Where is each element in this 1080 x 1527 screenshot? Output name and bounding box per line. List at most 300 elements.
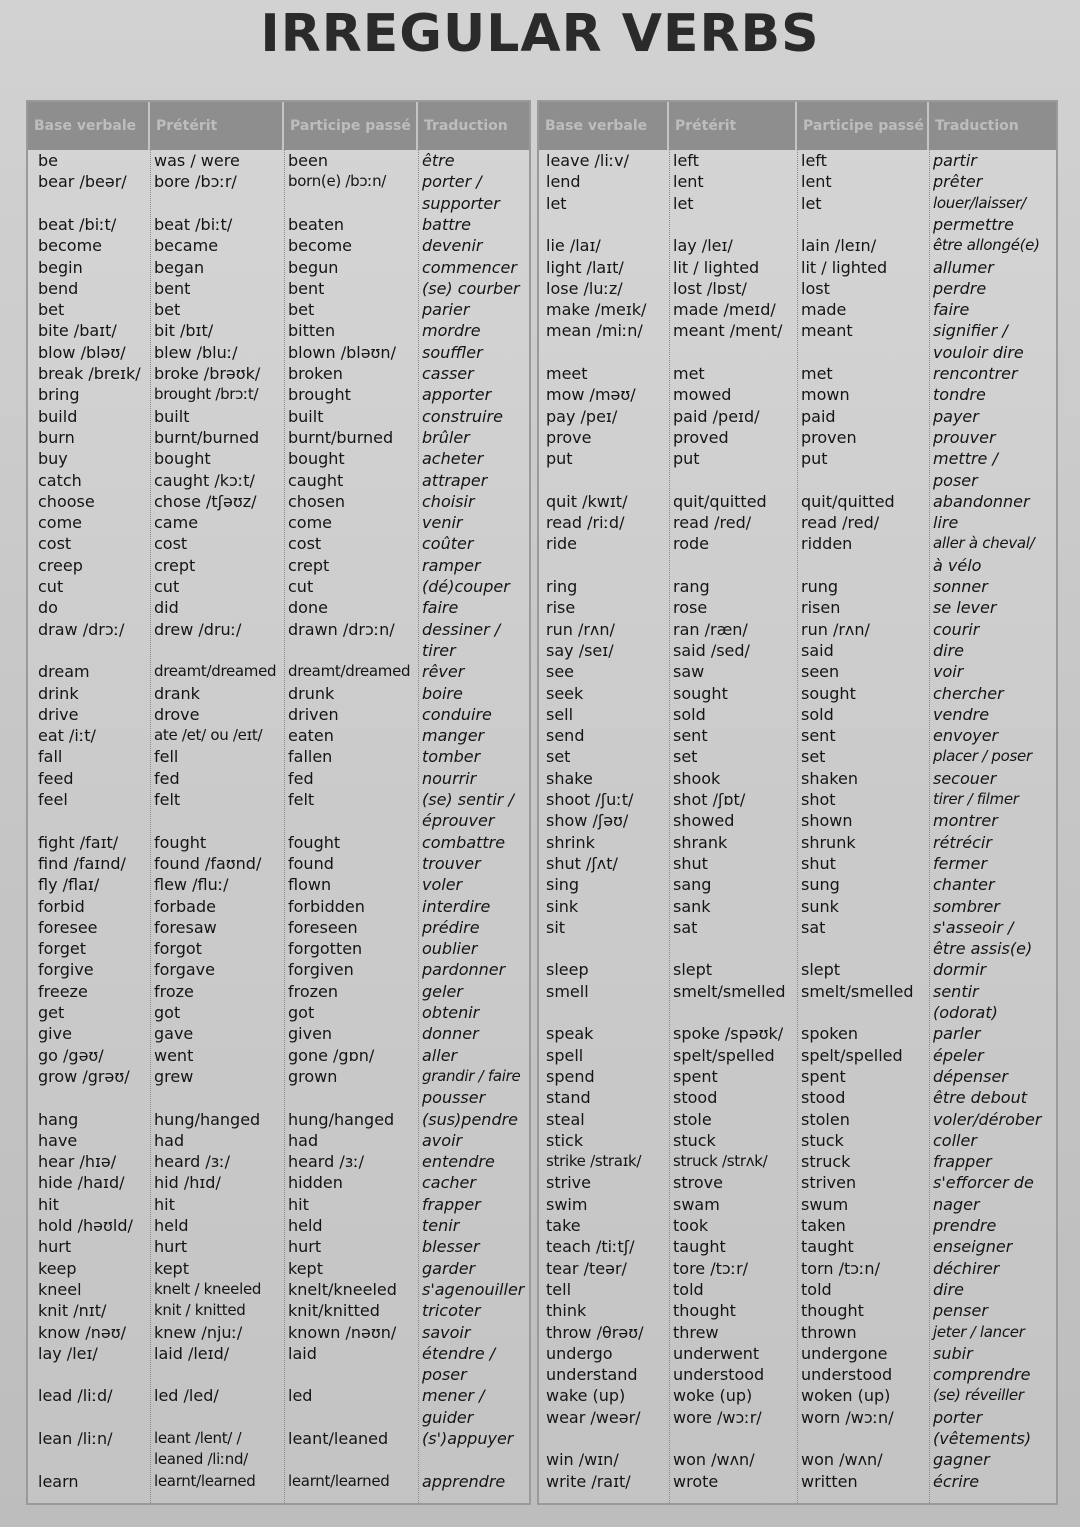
table-row [28, 150, 529, 171]
verb-participle: broken [288, 364, 343, 383]
verb-translation: perdre [933, 278, 987, 298]
table-row [28, 619, 529, 640]
table-row [539, 683, 1056, 704]
verb-base: prove [546, 427, 592, 447]
verb-translation: allumer [933, 257, 994, 277]
table-row [28, 1279, 529, 1300]
verb-participle: bought [288, 449, 345, 469]
verb-translation: savoir [422, 1322, 471, 1342]
verb-preterit: heard /ɜː/ [154, 1152, 231, 1172]
verb-base: find /faɪnd/ [38, 853, 126, 873]
verb-preterit: saw [673, 662, 705, 682]
verb-translation: pardonner [422, 960, 506, 980]
table-row [28, 1322, 529, 1343]
verb-participle: let [801, 193, 822, 213]
verb-translation: aller à cheval/ [933, 534, 1035, 553]
verb-translation: tondre [933, 385, 986, 405]
table-row [28, 1109, 529, 1130]
table-row [539, 342, 1056, 363]
verb-preterit: dreamt/dreamed [154, 662, 277, 681]
verb-participle: made [801, 300, 847, 320]
verb-preterit: taught [673, 1237, 726, 1257]
verb-preterit: proved [673, 427, 729, 447]
verb-translation: permettre [933, 214, 1014, 234]
verb-translation: (sus)pendre [422, 1109, 519, 1129]
verb-translation: mettre / [933, 449, 998, 469]
verb-participle: spelt/spelled [801, 1045, 903, 1065]
verb-participle: knit/knitted [288, 1301, 380, 1321]
table-row [539, 789, 1056, 810]
verb-base: win /wɪn/ [546, 1450, 619, 1470]
verb-participle: had [288, 1130, 319, 1150]
verb-base: blow /bləʊ/ [38, 342, 126, 362]
verb-participle: swum [801, 1194, 849, 1214]
verb-participle: bitten [288, 321, 336, 341]
verb-translation: manger [422, 726, 485, 746]
verb-translation: poser [422, 1365, 467, 1385]
verb-base: light /laɪt/ [546, 257, 624, 277]
verb-translation: à vélo [933, 555, 982, 575]
table-row [28, 406, 529, 427]
verb-base: pay /peɪ/ [546, 406, 618, 426]
table-row [28, 810, 529, 831]
table-row [28, 746, 529, 767]
verb-preterit: lit / lighted [673, 257, 760, 277]
verb-participle: lain /leɪn/ [801, 236, 877, 256]
verb-participle: shut [801, 853, 836, 873]
verb-participle: heard /ɜː/ [288, 1152, 365, 1172]
verb-preterit: held [154, 1216, 189, 1235]
verb-preterit: lost /lɒst/ [673, 278, 747, 298]
verb-participle: been [288, 151, 328, 170]
verb-participle: stuck [801, 1130, 844, 1150]
verb-participle: shrunk [801, 832, 856, 852]
verb-base: wake (up) [546, 1386, 626, 1406]
table-row [539, 533, 1056, 554]
verb-participle: struck [801, 1152, 851, 1172]
verb-preterit: was / were [154, 151, 240, 170]
verb-participle: cost [288, 534, 322, 554]
verb-translation: ramper [422, 555, 481, 575]
verb-base: ring [546, 577, 578, 596]
verb-base: sell [546, 704, 574, 724]
verb-participle: drunk [288, 683, 335, 703]
verb-participle: driven [288, 704, 339, 724]
verb-base: dream [38, 662, 90, 682]
table-row [539, 874, 1056, 895]
verb-participle: put [801, 449, 828, 469]
table-row [28, 1385, 529, 1406]
verb-translation: interdire [422, 896, 491, 916]
verb-translation: tenir [422, 1216, 460, 1235]
verb-translation: subir [933, 1343, 973, 1363]
verb-translation: apprendre [422, 1471, 506, 1491]
verb-base: break /breɪk/ [38, 364, 141, 383]
verb-participle: hurt [288, 1237, 322, 1257]
verb-participle: rung [801, 577, 839, 596]
verb-translation: vendre [933, 704, 990, 724]
verb-translation: tomber [422, 747, 481, 767]
verb-translation: tirer / filmer [933, 790, 1019, 808]
verb-participle: fought [288, 832, 341, 852]
table-row [539, 427, 1056, 448]
verb-participle: eaten [288, 726, 334, 746]
verb-translation: casser [422, 364, 474, 383]
table-row [539, 1045, 1056, 1066]
table-row [539, 1471, 1056, 1492]
verb-translation: venir [422, 513, 463, 533]
verb-participle: slept [801, 960, 841, 980]
table-row [539, 1172, 1056, 1193]
verb-participle: run /rʌn/ [801, 619, 870, 639]
table-row [539, 1109, 1056, 1130]
verb-participle: spoken [801, 1024, 858, 1044]
verb-preterit: kept [154, 1258, 189, 1278]
verb-preterit: sang [673, 875, 712, 895]
verb-participle: risen [801, 598, 841, 618]
verb-translation: envoyer [933, 726, 999, 746]
verb-preterit: lent [673, 172, 704, 192]
verb-participle: sought [801, 683, 856, 703]
verb-preterit: rang [673, 577, 710, 596]
verb-translation: s'agenouiller [422, 1279, 525, 1299]
page-title: IRREGULAR VERBS [260, 4, 820, 64]
verb-preterit: won /wʌn/ [673, 1450, 755, 1470]
table-row [539, 1087, 1056, 1108]
verb-preterit: met [673, 364, 705, 383]
table-row [539, 491, 1056, 512]
verb-translation: (odorat) [933, 1003, 998, 1022]
verb-preterit: bent [154, 278, 191, 298]
verb-base: set [546, 747, 571, 767]
verb-participle: worn /wɔːn/ [801, 1407, 894, 1427]
verb-preterit: woke (up) [673, 1386, 753, 1406]
verb-base: understand [546, 1365, 638, 1385]
verb-translation: partir [933, 151, 977, 170]
table-row [539, 896, 1056, 917]
table-row [28, 470, 529, 491]
verb-translation: devenir [422, 236, 483, 256]
table-row [28, 1172, 529, 1193]
verb-participle: caught [288, 470, 344, 490]
verb-translation: choisir [422, 491, 475, 511]
table-row [28, 1215, 529, 1236]
verb-base: bear /beər/ [38, 172, 127, 192]
verb-translation: éprouver [422, 811, 495, 831]
verb-translation: prêter [933, 172, 983, 192]
verb-preterit: tore /tɔːr/ [673, 1258, 749, 1278]
table-row [539, 832, 1056, 853]
verb-translation: tirer [422, 640, 456, 660]
verb-base: hit [38, 1194, 59, 1214]
verb-base: fly /flaɪ/ [38, 875, 100, 895]
verb-preterit: shrank [673, 832, 728, 852]
verb-preterit: set [673, 747, 698, 767]
verb-preterit: felt [154, 790, 181, 809]
verb-participle: won /wʌn/ [801, 1450, 883, 1470]
verb-participle: bent [288, 278, 325, 298]
verb-translation: voler [422, 875, 463, 895]
verb-base: ride [546, 534, 578, 554]
table-row [28, 1343, 529, 1364]
verb-preterit: knelt / kneeled [154, 1279, 262, 1298]
verb-translation: mener / [422, 1386, 485, 1406]
verb-base: hold /həʊld/ [38, 1216, 133, 1235]
verb-translation: pousser [422, 1088, 486, 1108]
verb-preterit: did [154, 598, 179, 618]
verb-base: strive [546, 1173, 591, 1193]
table-row [539, 1066, 1056, 1087]
verb-translation: lire [933, 513, 959, 533]
verb-translation: souffler [422, 342, 483, 362]
table-row [28, 1300, 529, 1321]
verb-base: forgive [38, 960, 94, 980]
header-base-verbale: Base verbale [539, 102, 669, 150]
table-row [539, 704, 1056, 725]
verb-participle: ridden [801, 534, 853, 554]
verb-base: drink [38, 683, 79, 703]
verb-base: do [38, 598, 58, 618]
verb-preterit: broke /brəʊk/ [154, 364, 261, 383]
verb-preterit: strove [673, 1173, 723, 1193]
verb-translation: chercher [933, 683, 1004, 703]
verb-participle: mown [801, 385, 850, 405]
verb-base: leave /liːv/ [546, 151, 630, 170]
verb-participle: striven [801, 1173, 857, 1193]
verb-base: seek [546, 683, 584, 703]
verb-preterit: mowed [673, 385, 732, 405]
verb-participle: sat [801, 917, 826, 937]
verb-participle: shot [801, 790, 836, 809]
verb-participle: knelt/kneeled [288, 1279, 397, 1299]
verb-base: lose /luːz/ [546, 278, 623, 298]
verb-base: shoot /ʃuːt/ [546, 790, 634, 809]
verb-participle: spent [801, 1066, 846, 1086]
verb-preterit: froze [154, 981, 194, 1001]
verb-participle: frozen [288, 981, 339, 1001]
verb-preterit: paid /peɪd/ [673, 406, 760, 426]
verb-participle: gone /gɒn/ [288, 1045, 375, 1065]
verb-base: mean /miːn/ [546, 321, 643, 341]
verb-base: throw /θrəʊ/ [546, 1322, 644, 1342]
table-row [28, 1002, 529, 1023]
verb-preterit: read /red/ [673, 513, 752, 533]
table-row [28, 278, 529, 299]
table-row [28, 1471, 529, 1492]
verb-preterit: sold [673, 704, 706, 724]
verb-translation: trouver [422, 853, 481, 873]
verb-base: freeze [38, 981, 88, 1001]
verb-base: draw /drɔː/ [38, 619, 125, 639]
left-table [26, 100, 531, 1505]
table-row [539, 938, 1056, 959]
verb-participle: seen [801, 662, 840, 682]
verb-translation: payer [933, 406, 979, 426]
header-traduction: Traduction [935, 118, 1019, 134]
verb-translation: faire [422, 598, 459, 618]
verb-translation: guider [422, 1407, 474, 1427]
table-row [28, 1066, 529, 1087]
table-row [28, 363, 529, 384]
verb-participle: built [288, 406, 324, 426]
verb-translation: être assis(e) [933, 939, 1033, 959]
verb-translation: nourrir [422, 768, 477, 788]
verb-participle: stolen [801, 1109, 850, 1129]
verb-base: hang [38, 1109, 79, 1129]
verb-base: cost [38, 534, 72, 554]
verb-base: feed [38, 768, 74, 788]
table-row [539, 1236, 1056, 1257]
verb-base: teach /tiːtʃ/ [546, 1237, 635, 1257]
verb-preterit: spoke /spəʊk/ [673, 1024, 784, 1044]
verb-translation: parier [422, 300, 470, 320]
verb-preterit: hid /hɪd/ [154, 1173, 221, 1193]
verb-translation: entendre [422, 1152, 495, 1172]
verb-preterit: shot /ʃɒt/ [673, 790, 746, 809]
table-row [28, 938, 529, 959]
table-row [28, 193, 529, 214]
table-row [539, 768, 1056, 789]
verb-preterit: shut [673, 853, 708, 873]
verb-participle: blown /bləʊn/ [288, 342, 396, 362]
verb-translation: (vêtements) [933, 1429, 1032, 1448]
verb-preterit: built [154, 406, 190, 426]
header-base-verbale: Base verbale [28, 102, 150, 150]
verb-translation: faire [933, 300, 970, 320]
table-row [28, 299, 529, 320]
table-row [28, 235, 529, 256]
verb-base: forbid [38, 896, 85, 916]
verb-base: bet [38, 300, 65, 320]
verb-translation: abandonner [933, 491, 1030, 511]
table-row [28, 981, 529, 1002]
verb-base: quit /kwɪt/ [546, 491, 628, 511]
verb-participle: lit / lighted [801, 257, 888, 277]
verb-preterit: found /faʊnd/ [154, 853, 262, 873]
verb-participle: sung [801, 875, 840, 895]
verb-participle: paid [801, 406, 836, 426]
verb-base: bend [38, 278, 79, 298]
table-row [28, 491, 529, 512]
verb-base: lead /liːd/ [38, 1386, 113, 1406]
verb-translation: jeter / lancer [933, 1322, 1025, 1341]
table-row [28, 853, 529, 874]
verb-preterit: learnt/learned [154, 1471, 256, 1490]
table-row [539, 619, 1056, 640]
verb-translation: porter / [422, 172, 482, 192]
verb-preterit: bore /bɔːr/ [154, 172, 237, 192]
verb-participle: begun [288, 257, 339, 277]
table-row [539, 1322, 1056, 1343]
table-row [539, 1023, 1056, 1044]
verb-translation: être debout [933, 1088, 1027, 1108]
verb-translation: aller [422, 1045, 458, 1065]
verb-translation: rêver [422, 662, 465, 682]
verb-participle: felt [288, 790, 315, 809]
table-row [539, 1300, 1056, 1321]
verb-participle: cut [288, 577, 314, 596]
verb-translation: gagner [933, 1450, 990, 1470]
verb-translation: (dé)couper [422, 577, 510, 596]
verb-translation: fermer [933, 853, 988, 873]
verb-translation: blesser [422, 1237, 480, 1257]
verb-base: steal [546, 1109, 585, 1129]
verb-preterit: swam [673, 1194, 720, 1214]
verb-base: foresee [38, 917, 98, 937]
table-row [539, 597, 1056, 618]
verb-base: hide /haɪd/ [38, 1173, 125, 1193]
left-table-header [28, 102, 529, 150]
verb-participle: sunk [801, 896, 839, 916]
verb-preterit: stole [673, 1109, 712, 1129]
verb-preterit: hung/hanged [154, 1109, 261, 1129]
verb-base: bite /baɪt/ [38, 321, 117, 341]
verb-translation: s'efforcer de [933, 1173, 1034, 1193]
table-row [28, 832, 529, 853]
verb-base: become [38, 236, 103, 256]
table-row [539, 1002, 1056, 1023]
verb-base: strike /straɪk/ [546, 1152, 642, 1171]
verb-base: catch [38, 470, 82, 490]
table-row [28, 555, 529, 576]
verb-participle: shown [801, 811, 853, 831]
verb-translation: (se) réveiller [933, 1386, 1024, 1405]
verb-preterit: put [673, 449, 700, 469]
verb-participle: hit [288, 1194, 309, 1214]
verb-preterit: spelt/spelled [673, 1045, 775, 1065]
verb-translation: sombrer [933, 896, 1000, 916]
table-row [28, 320, 529, 341]
verb-base: speak [546, 1024, 594, 1044]
verb-translation: louer/laisser/ [933, 193, 1026, 212]
verb-base: bring [38, 385, 80, 405]
table-row [539, 746, 1056, 767]
verb-base: undergo [546, 1343, 613, 1363]
verb-base: sit [546, 917, 566, 937]
verb-participle: taken [801, 1216, 846, 1235]
table-row [539, 853, 1056, 874]
verb-translation: coûter [422, 534, 474, 554]
verb-preterit: drove [154, 704, 200, 724]
table-row [28, 1428, 529, 1449]
verb-base: drive [38, 704, 79, 724]
table-row [539, 299, 1056, 320]
verb-base: tear /teər/ [546, 1258, 627, 1278]
verb-translation: cacher [422, 1173, 476, 1193]
table-row [539, 1279, 1056, 1300]
table-row [539, 1194, 1056, 1215]
verb-preterit: cut [154, 577, 180, 596]
verb-participle: thrown [801, 1322, 857, 1342]
verb-preterit: beat /biːt/ [154, 214, 233, 234]
verb-base: smell [546, 981, 589, 1001]
verb-participle: sold [801, 704, 834, 724]
verb-translation: dessiner / [422, 619, 501, 639]
verb-participle: forgiven [288, 960, 354, 980]
verb-preterit: gave [154, 1024, 194, 1044]
verb-translation: boire [422, 683, 463, 703]
verb-preterit: hurt [154, 1237, 188, 1257]
verb-base: fight /faɪt/ [38, 832, 119, 852]
verb-translation: dire [933, 1279, 965, 1299]
verb-preterit: knew /njuː/ [154, 1322, 243, 1342]
verb-participle: bet [288, 300, 315, 320]
verb-participle: taught [801, 1237, 854, 1257]
verb-base: shake [546, 768, 593, 788]
verb-participle: fallen [288, 747, 333, 767]
header-preterit: Prétérit [150, 102, 284, 150]
verb-preterit: began [154, 257, 205, 277]
